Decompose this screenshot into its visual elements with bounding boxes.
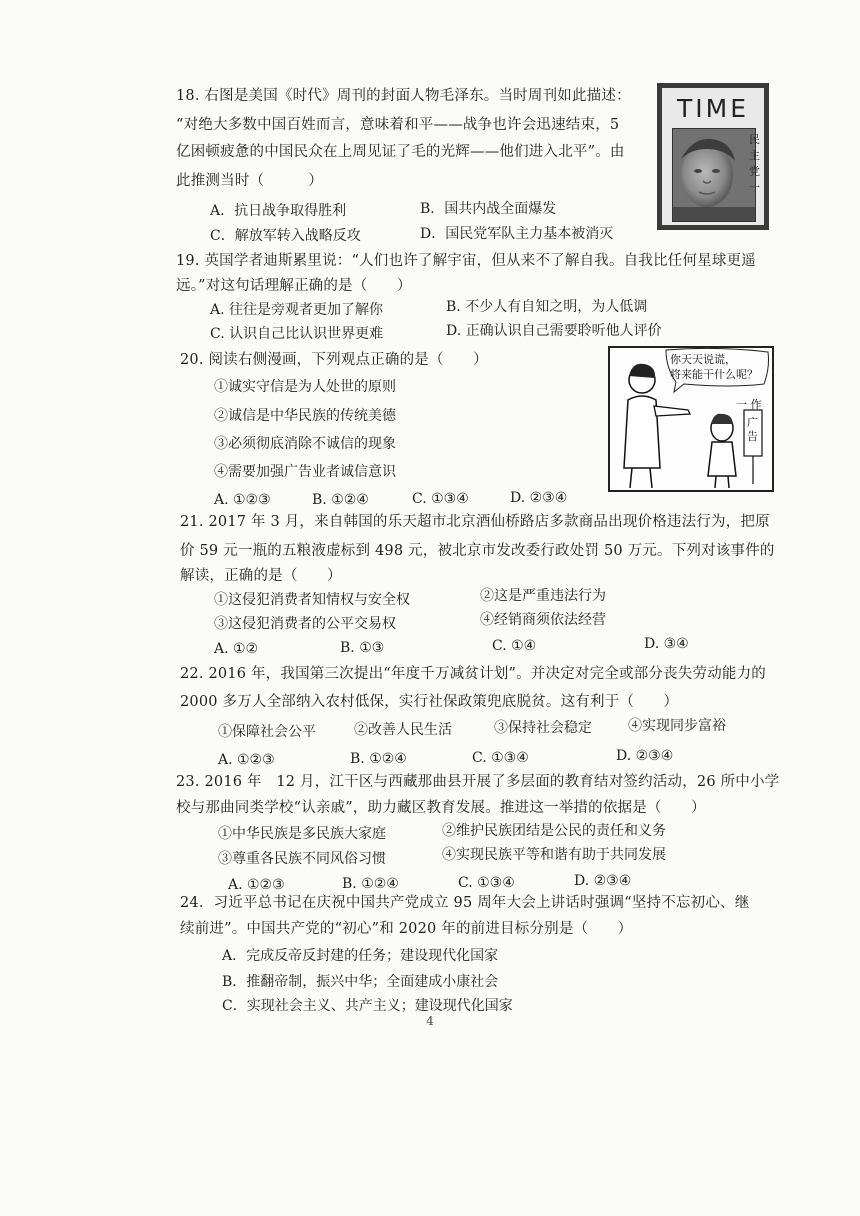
q20-option-a: A. ①②③ [214,492,271,508]
comic-board-text: 广 告 [747,416,758,443]
q21-option-c: C. ①④ [492,638,537,654]
q19-stem-line: 19. 英国学者迪斯累里说：“人们也许了解宇宙，但从来不了解自我。自我比任何星球更遥 [176,253,756,269]
q21-item-1: ①这侵犯消费者知情权与安全权 [214,592,410,608]
comic-image [608,346,774,492]
q22-option-d: D. ②③④ [616,748,674,764]
q24-stem-line: 续前进”。中国共产党的“初心”和 2020 年的前进目标分别是（ ） [180,921,633,937]
q20-item-4: ④需要加强广告业者诚信意识 [214,464,396,480]
q22-option-b: B. ①②④ [350,751,407,767]
q18-option-b: B．国共内战全面爆发 [420,201,557,217]
time-masthead: TIME [676,94,749,123]
comic-speech-line: 将来能干什么呢？ [670,368,758,381]
q24-option-a: A．完成反帝反封建的任务；建设现代化国家 [222,948,499,964]
q18-option-a: A．抗日战争取得胜利 [210,203,347,219]
q21-item-2: ②这是严重违法行为 [480,588,606,604]
q19-option-a: A. 往往是旁观者更加了解你 [210,302,384,318]
q23-item-2: ②维护民族团结是公民的责任和义务 [442,823,666,839]
q20-item-2: ②诚信是中华民族的传统美德 [214,408,396,424]
q18-stem-line: 18. 右图是美国《时代》周刊的封面人物毛泽东。当时周刊如此描述： [176,88,631,104]
q20-option-c: C. ①③④ [412,491,469,507]
q24-stem-line: 24．习近平总书记在庆祝中国共产党成立 95 周年大会上讲话时强调“坚持不忘初心、继 [180,895,750,911]
page-number: 4 [426,1014,434,1028]
q20-stem-line: 20. 阅读右侧漫画，下列观点正确的是（ ） [180,352,488,368]
comic-speech-line: 你天天说谎， [670,353,736,366]
q23-item-1: ①中华民族是多民族大家庭 [218,826,386,842]
q21-item-3: ③这侵犯消费者的公平交易权 [214,616,396,632]
q19-stem-line: 远。”对这句话理解正确的是（ ） [176,278,412,294]
q21-stem-line: 解读，正确的是（ ） [180,568,342,584]
q22-option-a: A. ①②③ [218,752,275,768]
q23-option-b: B. ①②④ [342,876,399,892]
q19-option-c: C. 认识自己比认识世界更难 [210,326,384,342]
q21-option-d: D. ③④ [644,636,689,652]
q22-stem-line: 22. 2016 年，我国第三次提出“年度千万减贫计划”。并决定对完全或部分丧失劳动能力的 [180,666,767,682]
q22-item-2: ②改善人民生活 [354,722,452,738]
q20-option-b: B. ①②④ [312,492,369,508]
q18-stem-line: 此推测当时（ ） [176,173,323,189]
q20-item-3: ③必须彻底消除不诚信的现象 [214,436,396,452]
q19-option-b: B. 不少人有自知之明，为人低调 [446,299,648,315]
q21-item-4: ④经销商须依法经营 [480,612,606,628]
q21-stem-line: 21. 2017 年 3 月，来自韩国的乐天超市北京酒仙桥路店多款商品出现价格违法行为，把原 [180,514,770,530]
q22-option-c: C. ①③④ [472,750,529,766]
q21-option-b: B. ①③ [340,640,385,656]
q23-item-3: ③尊重各民族不同风俗习惯 [218,851,386,867]
q22-item-3: ③保持社会稳定 [494,720,592,736]
q18-option-d: D．国民党军队主力基本被消灭 [420,226,614,242]
q18-stem-line: 亿困顿疲惫的中国民众在上周见证了毛的光辉——他们进入北平”。由 [176,144,625,160]
time-magazine-cover-image [657,83,769,230]
cover-side-text: 民主党一 [749,133,760,194]
q18-stem-line: “对绝大多数中国百姓而言，意味着和平——战争也许会迅速结束，5 [176,117,620,133]
q21-option-a: A. ①② [214,641,259,657]
q23-stem-line: 校与那曲同类学校“认亲戚”，助力藏区教育发展。推进这一举措的依据是（ ） [176,800,706,816]
q21-stem-line: 价 59 元一瓶的五粮液虚标到 498 元，被北京市发改委行政处罚 50 万元。下列对该事件的 [180,543,775,559]
q24-option-c: C．实现社会主义、共产主义；建设现代化国家 [222,998,513,1014]
portrait-drawing [673,129,755,221]
q18-option-c: C．解放军转入战略反攻 [210,228,361,244]
q22-item-4: ④实现同步富裕 [628,718,726,734]
q19-option-d: D. 正确认识自己需要聆听他人评价 [446,323,662,339]
q23-option-a: A. ①②③ [228,877,285,893]
q20-item-1: ①诚实守信是为人处世的原则 [214,379,396,395]
q23-option-c: C. ①③④ [458,875,515,891]
portrait-image [672,128,756,222]
q22-item-1: ①保障社会公平 [218,724,316,740]
q20-option-d: D. ②③④ [510,490,568,506]
q23-stem-line: 23. 2016 年 12 月，江干区与西藏那曲县开展了多层面的教育结对签约活动，26 所中小学 [176,774,780,790]
q23-option-d: D. ②③④ [574,873,632,889]
comic-sign-label: 一 作 [736,398,762,411]
q22-stem-line: 2000 多万人全部纳入农村低保，实行社保政策兜底脱贫。这有利于（ ） [180,694,679,710]
q23-item-4: ④实现民族平等和谐有助于共同发展 [442,847,666,863]
q24-option-b: B．推翻帝制，振兴中华；全面建成小康社会 [222,974,499,990]
